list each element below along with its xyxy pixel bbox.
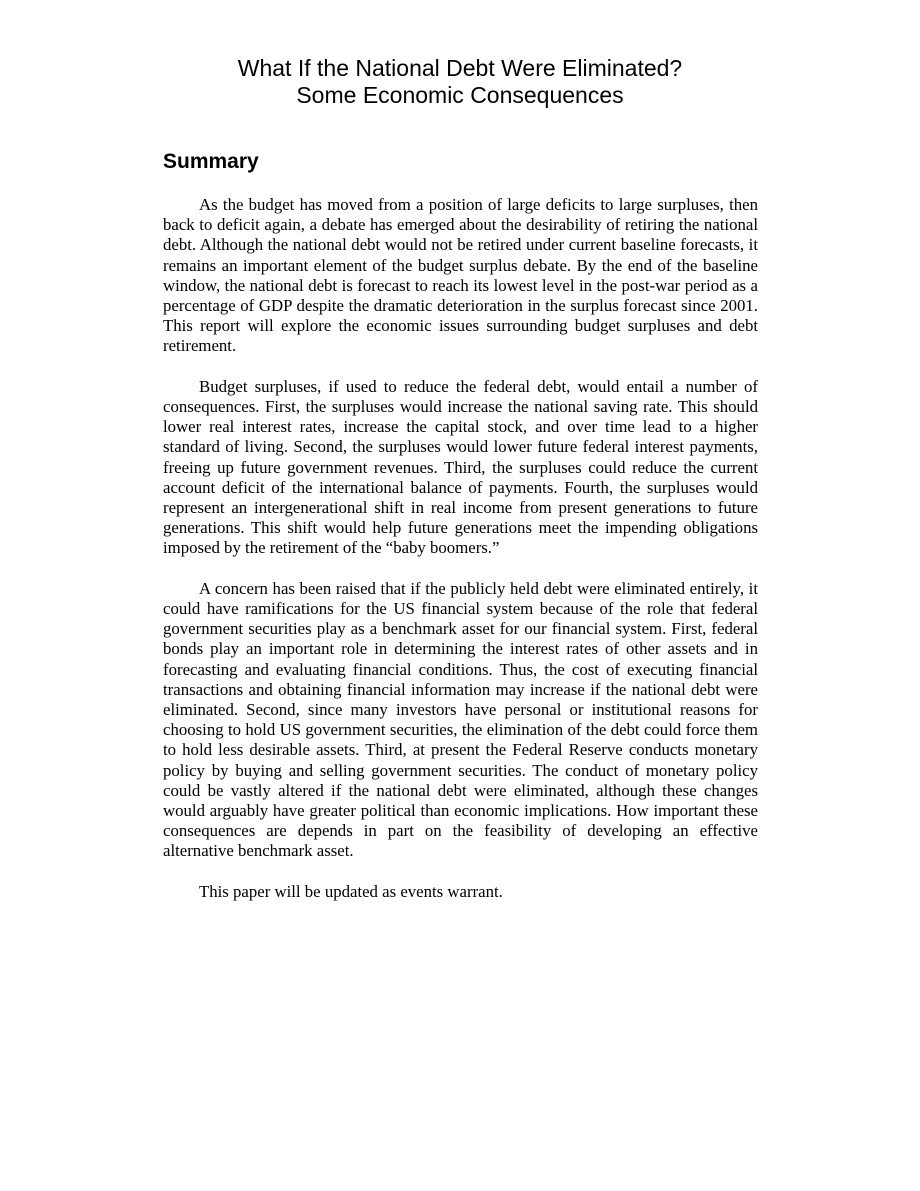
title-line-1: What If the National Debt Were Eliminated? bbox=[237, 55, 683, 81]
summary-body bbox=[163, 195, 758, 922]
paragraph-4: This paper will be updated as events warrant. bbox=[199, 881, 503, 901]
paragraph-1: As the budget has moved from a position of large deficits to large surpluses, then back to deficit again, a debate has emerged about the desirability of retiring the national debt. Although the national debt would not be retired under current baseline forecasts, it remains an important element of the budget surplus debate. By the end of the baseline window, the national debt is forecast to reach its lowest level in the post-war period as a percentage of GDP despite the dramatic deterioration in the surplus forecast since 2001. This report will explore the economic issues surrounding budget surpluses and debt retirement. bbox=[163, 195, 758, 356]
paragraph-2: Budget surpluses, if used to reduce the federal debt, would entail a number of consequences. First, the surpluses would increase the national saving rate. This should lower real interest rates, increase the capital stock, and over time lead to a higher standard of living. Second, the surpluses would lower future federal interest payments, freeing up future government revenues. Third, the surpluses could reduce the current account deficit of the international balance of payments. Fourth, the surpluses would represent an intergenerational shift in real income from present generations to future generations. This shift would help future generations meet the impending obligations imposed by the retirement of the “baby boomers.” bbox=[163, 376, 758, 558]
summary-heading: Summary bbox=[163, 150, 259, 173]
title-line-2: Some Economic Consequences bbox=[296, 82, 624, 108]
paragraph-3: A concern has been raised that if the publicly held debt were eliminated entirely, it could have ramifications for the US financial system because of the role that federal government securities play as a benchmark asset for our financial system. First, federal bonds play an important role in determining the interest rates of other assets and in forecasting and evaluating financial conditions. Thus, the cost of executing financial transactions and obtaining financial information may increase if the national debt were eliminated. Second, since many investors have personal or institutional reasons for choosing to hold US government securities, the elimination of the debt could force them to hold less desirable assets. Third, at present the Federal Reserve conducts monetary policy by buying and selling government securities. The conduct of monetary policy could be vastly altered if the national debt were eliminated, although these changes would arguably have greater political than economic implications. How important these consequences are depends in part on the feasibility of developing an effective alternative benchmark asset. bbox=[163, 578, 758, 861]
document-title bbox=[0, 55, 920, 109]
